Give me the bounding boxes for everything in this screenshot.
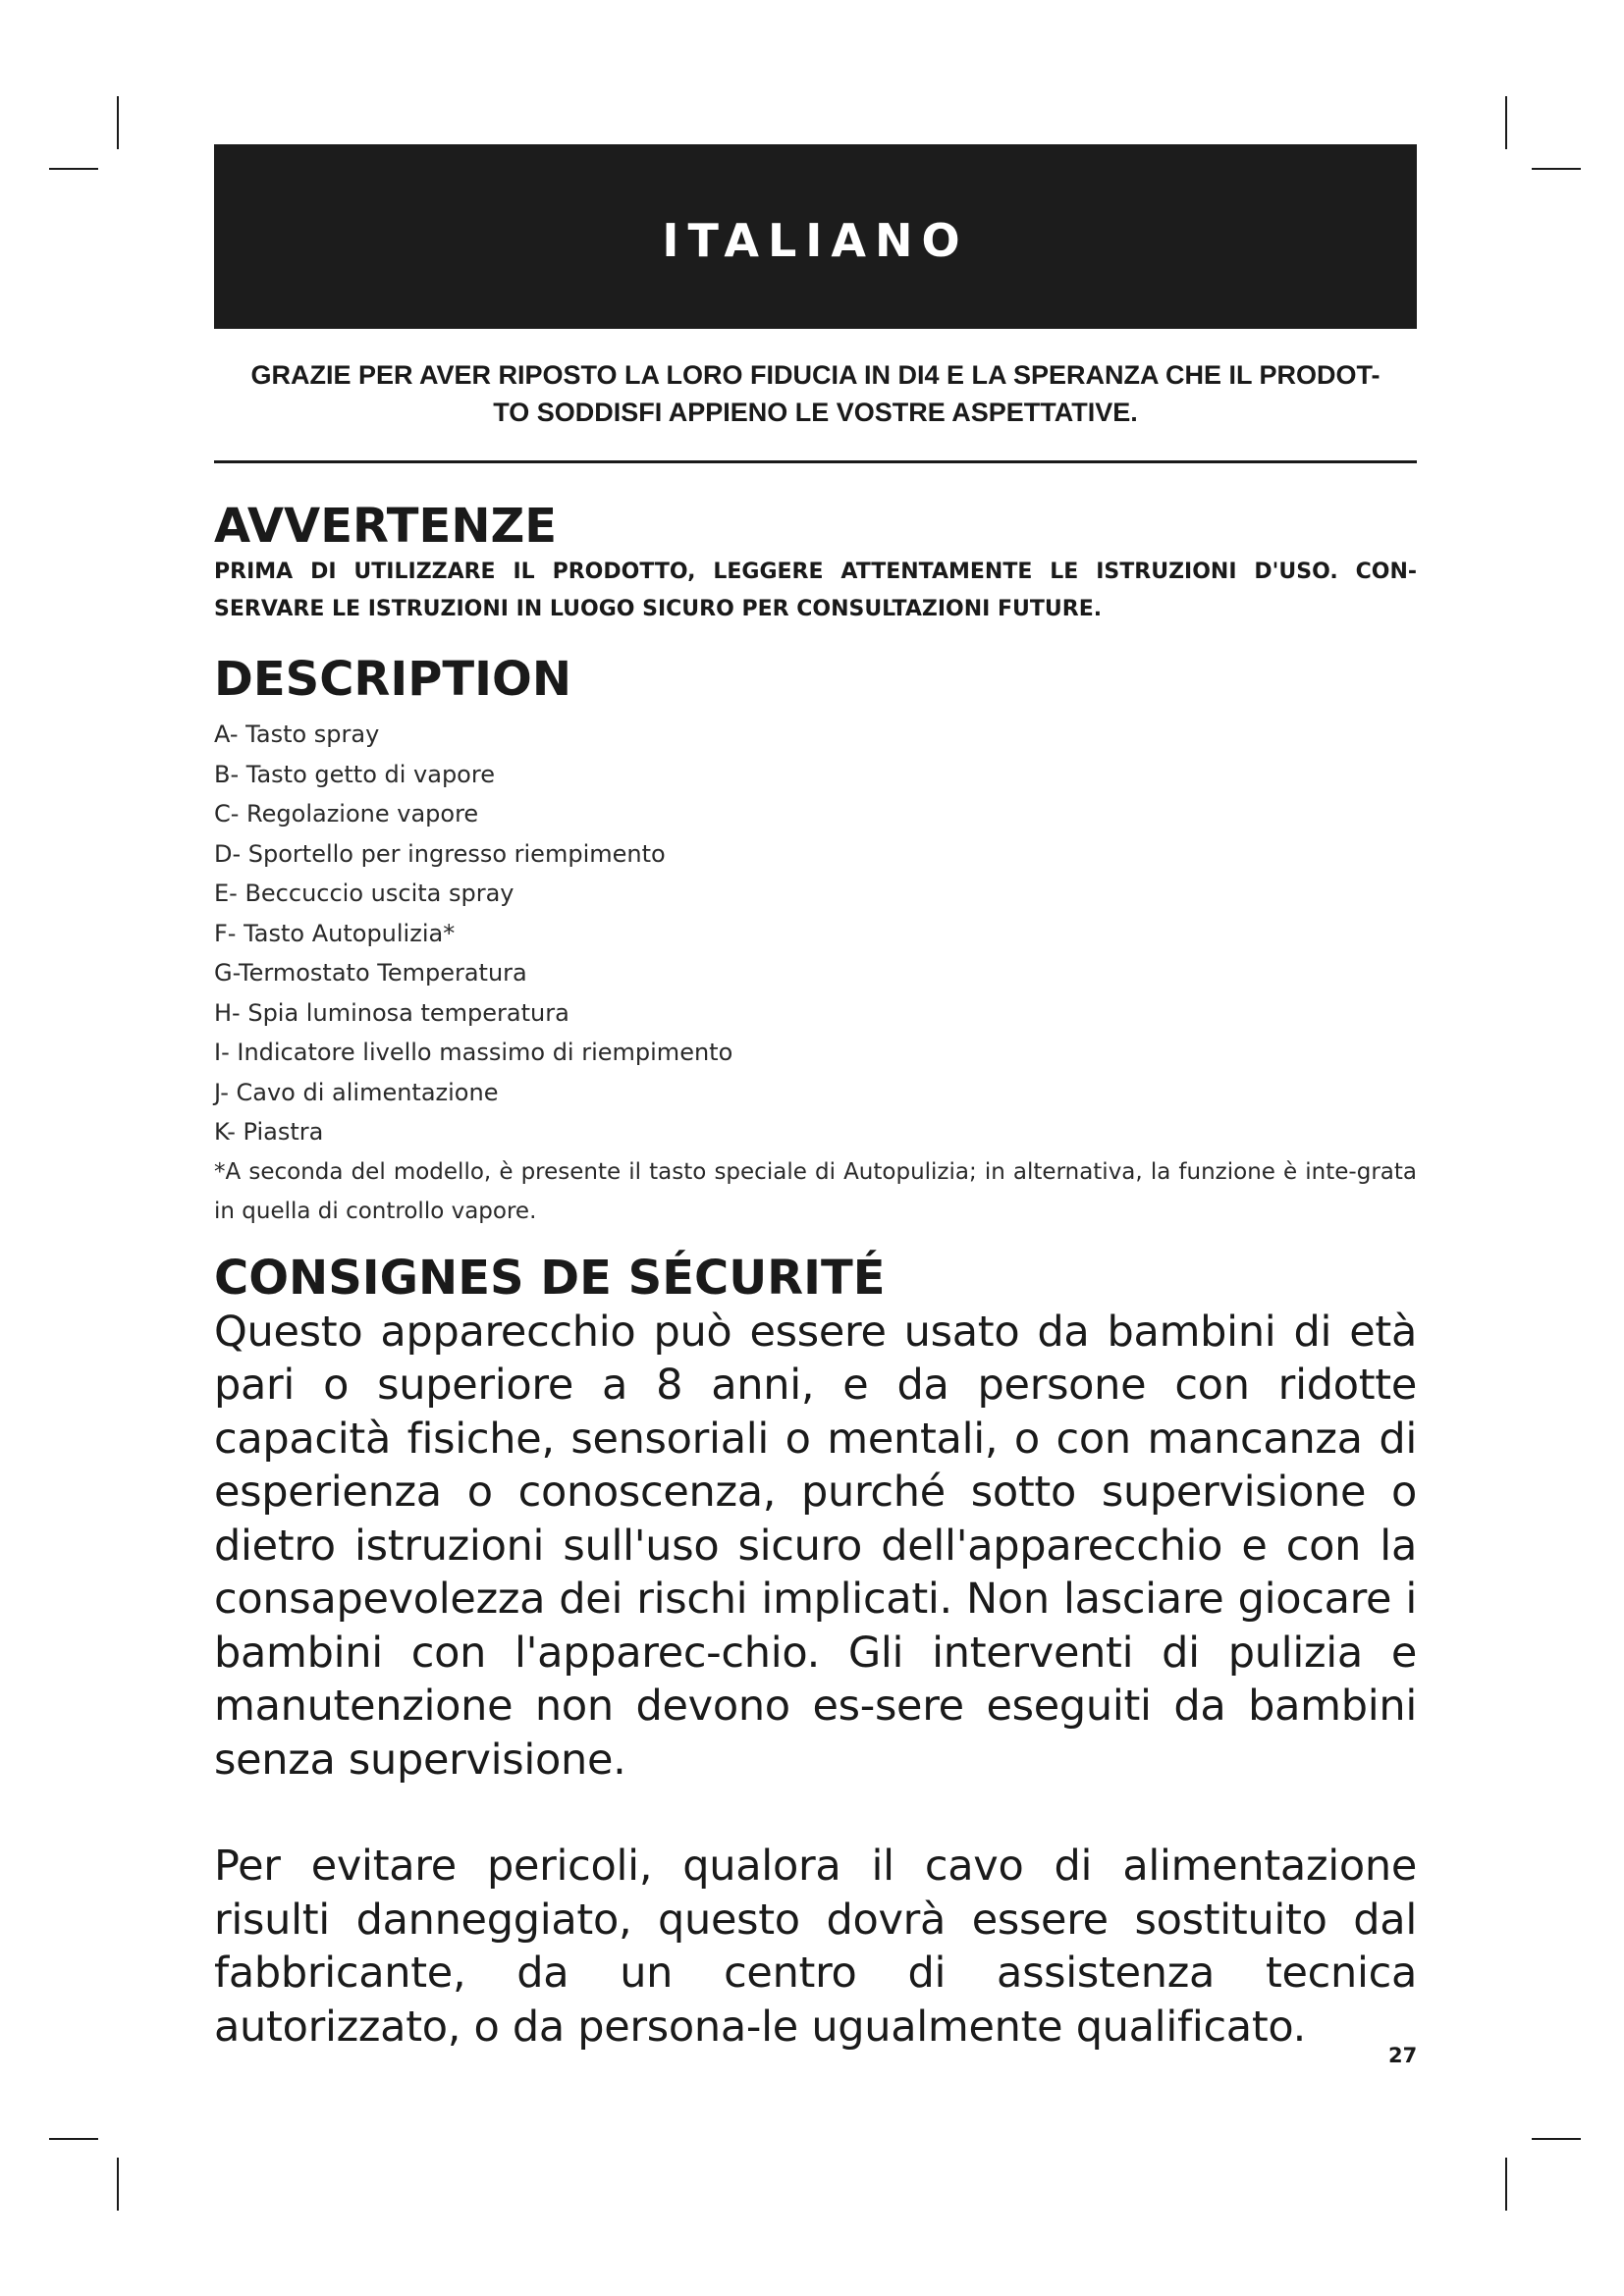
thanks-message: [214, 356, 1417, 431]
crop-mark-top-left-vertical: [117, 96, 119, 149]
description-item-a: A- Tasto spray: [214, 721, 380, 748]
description-item-c: C- Regolazione vapore: [214, 800, 479, 828]
crop-mark-bottom-left-horizontal: [49, 2138, 98, 2140]
description-item-i: I- Indicatore livello massimo di riempimento: [214, 1039, 733, 1066]
description-heading: DESCRIPTION: [214, 652, 572, 707]
crop-mark-bottom-left-vertical: [117, 2158, 119, 2211]
warnings-heading: AVVERTENZE: [214, 499, 558, 554]
description-item-d: D- Sportello per ingresso riempimento: [214, 839, 666, 868]
description-item-k: K- Piastra: [214, 1118, 324, 1146]
page-content: [214, 144, 1417, 2054]
thanks-line-2: TO SODDISFI APPIENO LE VOSTRE ASPETTATIVE.: [493, 398, 1138, 427]
crop-mark-bottom-right-horizontal: [1532, 2138, 1581, 2140]
description-item-f: F- Tasto Autopulizia*: [214, 919, 456, 947]
language-banner: [214, 144, 1417, 329]
crop-mark-top-left-horizontal: [49, 168, 98, 170]
crop-mark-top-right-horizontal: [1532, 168, 1581, 170]
thanks-line-1: GRAZIE PER AVER RIPOSTO LA LORO FIDUCIA IN DI4 E LA SPERANZA CHE IL PRODOT-: [250, 360, 1380, 390]
description-item-e: E- Beccuccio uscita spray: [214, 880, 514, 907]
description-item-b: B- Tasto getto di vapore: [214, 760, 495, 788]
crop-mark-top-right-vertical: [1505, 96, 1507, 149]
description-item-j: J- Cavo di alimentazione: [214, 1078, 499, 1106]
description-list: [214, 715, 1417, 1152]
banner-title: ITALIANO: [662, 214, 969, 267]
description-item-h: H- Spia luminosa temperatura: [214, 998, 569, 1027]
safety-heading: CONSIGNES DE SÉCURITÉ: [214, 1250, 886, 1306]
description-item-g: G-Termostato Temperatura: [214, 959, 527, 987]
divider: [214, 460, 1417, 463]
safety-paragraph-1: Questo apparecchio può essere usato da bambini di età pari o superiore a 8 anni, e da persone con ridotte capacità fisiche, sensoriali o mentali, o con mancanza di esperienza o conoscenza, purché sotto supervisione o dietro istruzioni sull'uso sicuro dell'apparecchio e con la consapevolezza dei rischi implicati. Non lasciare giocare i bambini con l'apparec-chio. Gli interventi di pulizia e manutenzione non devono es-sere eseguiti da bambini senza supervisione.: [214, 1307, 1417, 1785]
safety-paragraph-2: Per evitare pericoli, qualora il cavo di alimentazione risulti danneggiato, questo dovrà essere sostituito dal fabbricante, da un centro di assistenza tecnica autorizzato, o da persona-le ugualmente qualificato.: [214, 1842, 1417, 2052]
warnings-text: PRIMA DI UTILIZZARE IL PRODOTTO, LEGGERE ATTENTAMENTE LE ISTRUZIONI D'USO. CON-SERVARE LE ISTRUZIONI IN LUOGO SICURO PER CONSULTAZIONI FUTURE.: [214, 560, 1417, 621]
page-number: 27: [1388, 2044, 1418, 2067]
crop-mark-bottom-right-vertical: [1505, 2158, 1507, 2211]
description-footnote: *A seconda del modello, è presente il tasto speciale di Autopulizia; in alternativa, la funzione è inte-grata in quella di controllo vapore.: [214, 1158, 1417, 1224]
